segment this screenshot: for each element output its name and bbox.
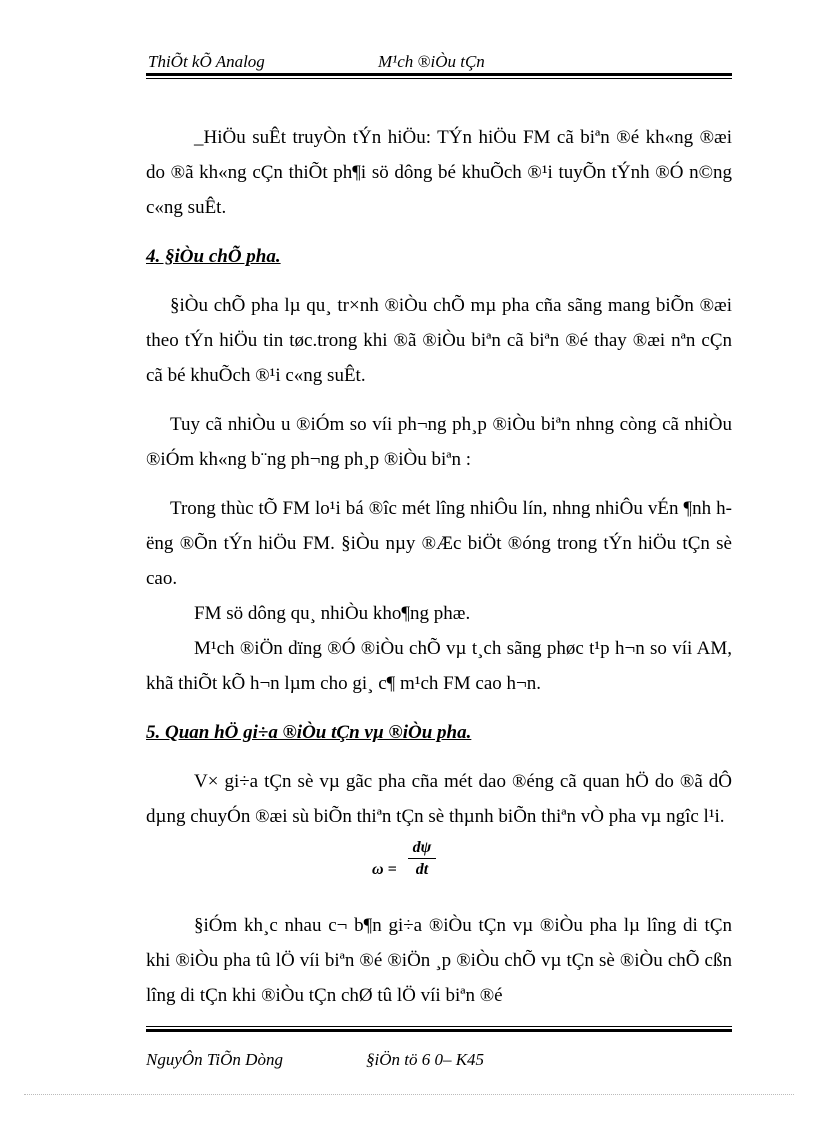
- section-heading-5: 5. Quan hÖ gi÷a ®iÒu tÇn vµ ®iÒu pha.: [146, 722, 472, 743]
- formula-denominator: dt: [415, 861, 429, 878]
- paragraph-spectrum: FM sö dông qu¸ nhiÒu kho¶ng phæ.: [194, 603, 471, 624]
- footer-author: NguyÔn TiÕn Dòng: [146, 1050, 283, 1069]
- footer-class: §iÖn tö 6 0– K45: [366, 1050, 485, 1069]
- spacer: [146, 477, 732, 491]
- section-heading-4: 4. §iÒu chÕ pha.: [146, 246, 281, 267]
- paragraph-circuit: M¹ch ®iÖn dïng ®Ó ®iÒu chÕ vµ t¸ch sãng phøc t¹p h¬n so víi AM, khã thiÕt kÕ h¬n lµm cho gi¸ c¶ m¹ch FM cao h¬n.: [146, 638, 732, 694]
- paragraph-relation: V× gi÷a tÇn sè vµ gãc pha cña mét dao ®éng cã quan hÖ do ®ã dÔ dµng chuyÓn ®æi sù biÕn thiªn tÇn sè thµnh biÕn thiªn vÒ pha vµ ngîc l¹i.: [146, 771, 732, 827]
- formula-fraction: [408, 838, 436, 881]
- header-rule-thin: [146, 78, 732, 79]
- page-footer: [146, 1050, 732, 1072]
- header-rule-thick: [146, 73, 732, 76]
- formula-numerator: dψ: [408, 838, 436, 859]
- page-header: [146, 52, 732, 74]
- paragraph-advantages: Tuy cã nhiÒu u ®iÓm so víi ph¬ng ph¸p ®iÒu biªn nhng còng cã nhiÒu ®iÓm kh«ng b¨ng ph¬ng ph¸p ®iÒu biªn :: [146, 414, 732, 470]
- page-bottom-divider: [24, 1094, 794, 1095]
- spacer: [146, 701, 732, 715]
- paragraph-difference: §iÓm kh¸c nhau c¬ b¶n gi÷a ®iÒu tÇn vµ ®iÒu pha lµ lîng di tÇn khi ®iÒu pha tû lÖ víi biªn ®é ®iÖn ¸p ®iÒu chÕ vµ tÇn sè ®iÒu chÕ cßn lîng di tÇn khi ®iÒu tÇn chØ tû lÖ víi biªn ®é: [146, 915, 732, 1006]
- spacer: [146, 894, 732, 908]
- footer-rule-thin: [146, 1026, 732, 1027]
- footer-rule-thick: [146, 1029, 732, 1032]
- header-right-title: M¹ch ®iÒu tÇn: [378, 52, 485, 71]
- paragraph-phase-modulation: §iÒu chÕ pha lµ qu¸ tr×nh ®iÒu chÕ mµ pha cña sãng mang biÕn ®æi theo tÝn hiÖu tin tøc.trong khi ®ã ®iÒu biªn cã biªn ®é thay ®æi nªn cÇn cã bé khuÕch ®¹i c«ng suÊt.: [146, 295, 732, 386]
- spacer: [146, 274, 732, 288]
- spacer: [146, 225, 732, 239]
- spacer: [146, 750, 732, 764]
- header-left-title: ThiÕt kÕ Analog: [148, 52, 265, 71]
- paragraph-efficiency: _HiÖu suÊt truyÒn tÝn hiÖu: TÝn hiÖu FM cã biªn ®é kh«ng ®æi do ®ã kh«ng cÇn thiÕt ph¶i sö dông bé khuÕch ®¹i tuyÕn tÝnh ®Ó n©ng c«ng suÊt.: [146, 127, 732, 218]
- spacer: [146, 393, 732, 407]
- formula-lhs: ω =: [372, 861, 397, 878]
- formula-omega: [146, 838, 732, 886]
- paragraph-noise: Trong thùc tÕ FM lo¹i bá ®îc mét lîng nhiÔu lín, nhng nhiÔu vÉn ¶nh hëng ®Õn tÝn hiÖu FM. §iÒu nµy ®Æc biÖt ®óng trong tÝn hiÖu tÇn sè cao.: [146, 498, 732, 589]
- page-content: [146, 120, 732, 1013]
